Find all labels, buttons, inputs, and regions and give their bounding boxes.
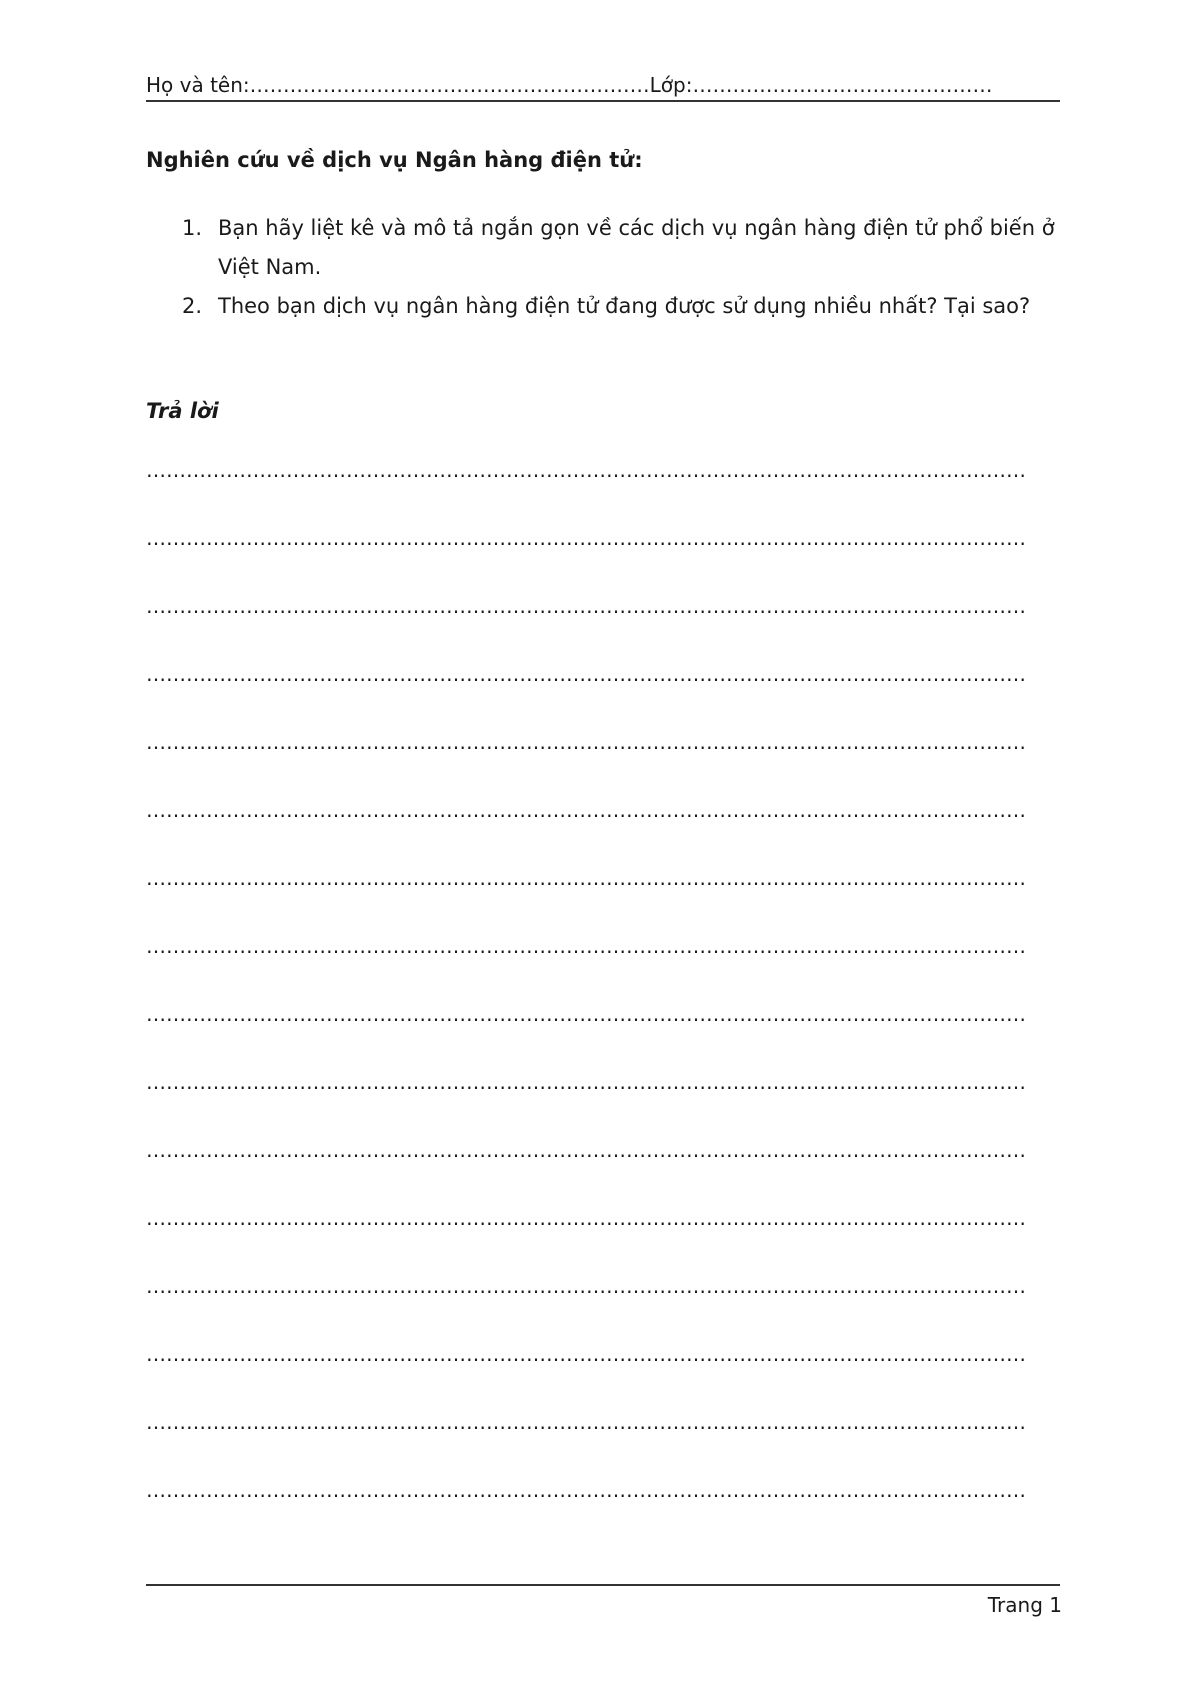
answer-line: ……………………………………………………………………………………………………………………: [146, 594, 1026, 618]
answer-line: ……………………………………………………………………………………………………………………: [146, 1138, 1026, 1162]
answer-line: ……………………………………………………………………………………………………………………: [146, 798, 1026, 822]
answer-line: ……………………………………………………………………………………………………………………: [146, 1206, 1026, 1230]
answer-line: ……………………………………………………………………………………………………………………: [146, 526, 1026, 550]
answer-line: ……………………………………………………………………………………………………………………: [146, 1002, 1026, 1026]
question-text: Bạn hãy liệt kê và mô tả ngắn gọn về các dịch vụ ngân hàng điện tử phổ biến ở Việt Nam.: [218, 216, 1055, 279]
page-number: Trang 1: [987, 1593, 1062, 1617]
question-list: [146, 209, 1060, 326]
answer-line: ……………………………………………………………………………………………………………………: [146, 866, 1026, 890]
answer-line: ……………………………………………………………………………………………………………………: [146, 1274, 1026, 1298]
answer-line: ……………………………………………………………………………………………………………………: [146, 934, 1026, 958]
question-number: 2.: [182, 294, 203, 318]
answer-line: ……………………………………………………………………………………………………………………: [146, 1478, 1026, 1502]
answer-line: ……………………………………………………………………………………………………………………: [146, 730, 1026, 754]
answer-line: ……………………………………………………………………………………………………………………: [146, 662, 1026, 686]
header-name-class-line: Họ và tên:……………………………………………………Lớp:………………………………………: [146, 70, 1060, 102]
question-item: [146, 287, 1060, 326]
document-title: Nghiên cứu về dịch vụ Ngân hàng điện tử:: [146, 148, 643, 172]
footer-divider: [146, 1584, 1060, 1586]
answer-line: ……………………………………………………………………………………………………………………: [146, 458, 1026, 482]
answer-line: ……………………………………………………………………………………………………………………: [146, 1342, 1026, 1366]
answer-area: [146, 455, 1058, 1543]
answer-line: ……………………………………………………………………………………………………………………: [146, 1410, 1026, 1434]
answer-heading: Trả lời: [146, 399, 219, 423]
question-text: Theo bạn dịch vụ ngân hàng điện tử đang được sử dụng nhiều nhất? Tại sao?: [218, 294, 1031, 318]
question-item: [146, 209, 1060, 287]
question-number: 1.: [182, 216, 203, 240]
answer-line: ……………………………………………………………………………………………………………………: [146, 1070, 1026, 1094]
